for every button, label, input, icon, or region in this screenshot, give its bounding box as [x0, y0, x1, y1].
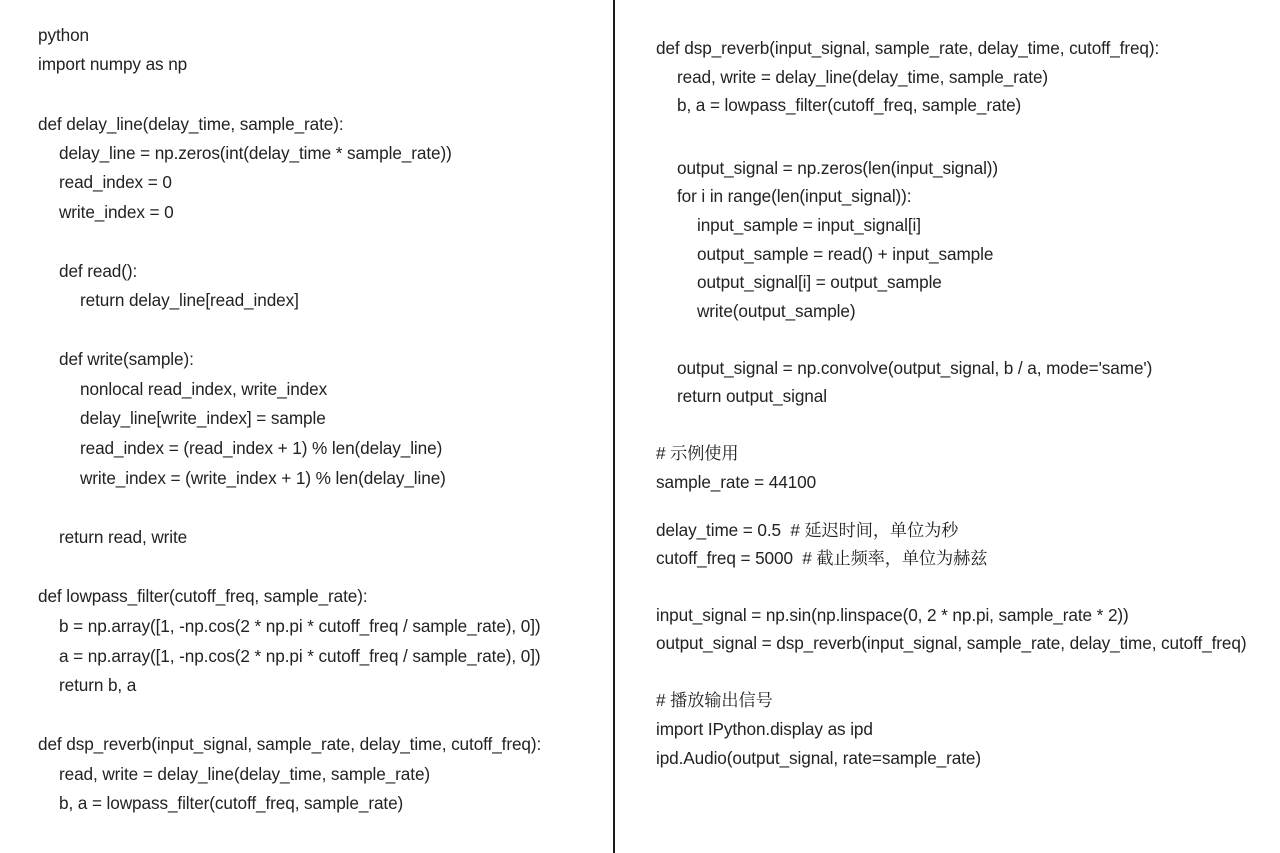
code-line: nonlocal read_index, write_index — [80, 379, 328, 399]
code-line: b = np.array([1, -np.cos(2 * np.pi * cutoff_freq / sample_rate), 0]) — [59, 616, 541, 636]
code-line: delay_line = np.zeros(int(delay_time * sample_rate)) — [59, 143, 452, 163]
code-line: output_signal = dsp_reverb(input_signal, sample_rate, delay_time, cutoff_freq) — [656, 633, 1247, 653]
code-line: sample_rate = 44100 — [656, 472, 817, 492]
code-line: ipd.Audio(output_signal, rate=sample_rate) — [656, 748, 981, 768]
code-line: read_index = 0 — [59, 172, 172, 192]
code-line: output_signal[i] = output_sample — [697, 272, 942, 292]
code-line: def read(): — [59, 261, 138, 281]
code-line: # 示例使用 — [656, 443, 739, 463]
code-line: read, write = delay_line(delay_time, sample_rate) — [59, 764, 431, 784]
code-line: delay_line[write_index] = sample — [80, 408, 326, 428]
code-line: import IPython.display as ipd — [656, 719, 873, 739]
code-line: output_signal = np.convolve(output_signal, b / a, mode='same') — [677, 358, 1153, 378]
code-line: write_index = 0 — [59, 202, 174, 222]
code-line: a = np.array([1, -np.cos(2 * np.pi * cutoff_freq / sample_rate), 0]) — [59, 646, 541, 666]
code-line: read, write = delay_line(delay_time, sample_rate) — [677, 67, 1049, 87]
code-line: cutoff_freq = 5000 # 截止频率，单位为赫兹 — [656, 548, 988, 568]
code-line: python — [38, 25, 90, 45]
code-line: write_index = (write_index + 1) % len(delay_line) — [80, 468, 446, 488]
code-line: # 播放输出信号 — [656, 690, 773, 710]
code-line: return output_signal — [677, 386, 827, 406]
code-line: return delay_line[read_index] — [80, 290, 299, 310]
code-line: def lowpass_filter(cutoff_freq, sample_rate): — [38, 586, 368, 606]
code-line: b, a = lowpass_filter(cutoff_freq, sample_rate) — [677, 95, 1022, 115]
code-line: def dsp_reverb(input_signal, sample_rate, delay_time, cutoff_freq): — [38, 734, 542, 754]
code-line: write(output_sample) — [697, 301, 856, 321]
column-divider — [613, 0, 615, 853]
code-line: input_sample = input_signal[i] — [697, 215, 921, 235]
code-line: def delay_line(delay_time, sample_rate): — [38, 114, 344, 134]
code-line: read_index = (read_index + 1) % len(delay_line) — [80, 438, 443, 458]
code-line: for i in range(len(input_signal)): — [677, 186, 912, 206]
code-line: delay_time = 0.5 # 延迟时间，单位为秒 — [656, 520, 959, 540]
code-line: def dsp_reverb(input_signal, sample_rate, delay_time, cutoff_freq): — [656, 38, 1160, 58]
code-line: import numpy as np — [38, 54, 188, 74]
code-line: return b, a — [59, 675, 137, 695]
code-line: output_sample = read() + input_sample — [697, 244, 994, 264]
code-line: output_signal = np.zeros(len(input_signal)) — [677, 158, 999, 178]
code-line: input_signal = np.sin(np.linspace(0, 2 * np.pi, sample_rate * 2)) — [656, 605, 1129, 625]
code-line: def write(sample): — [59, 349, 194, 369]
code-line: b, a = lowpass_filter(cutoff_freq, sample_rate) — [59, 793, 404, 813]
code-line: return read, write — [59, 527, 188, 547]
